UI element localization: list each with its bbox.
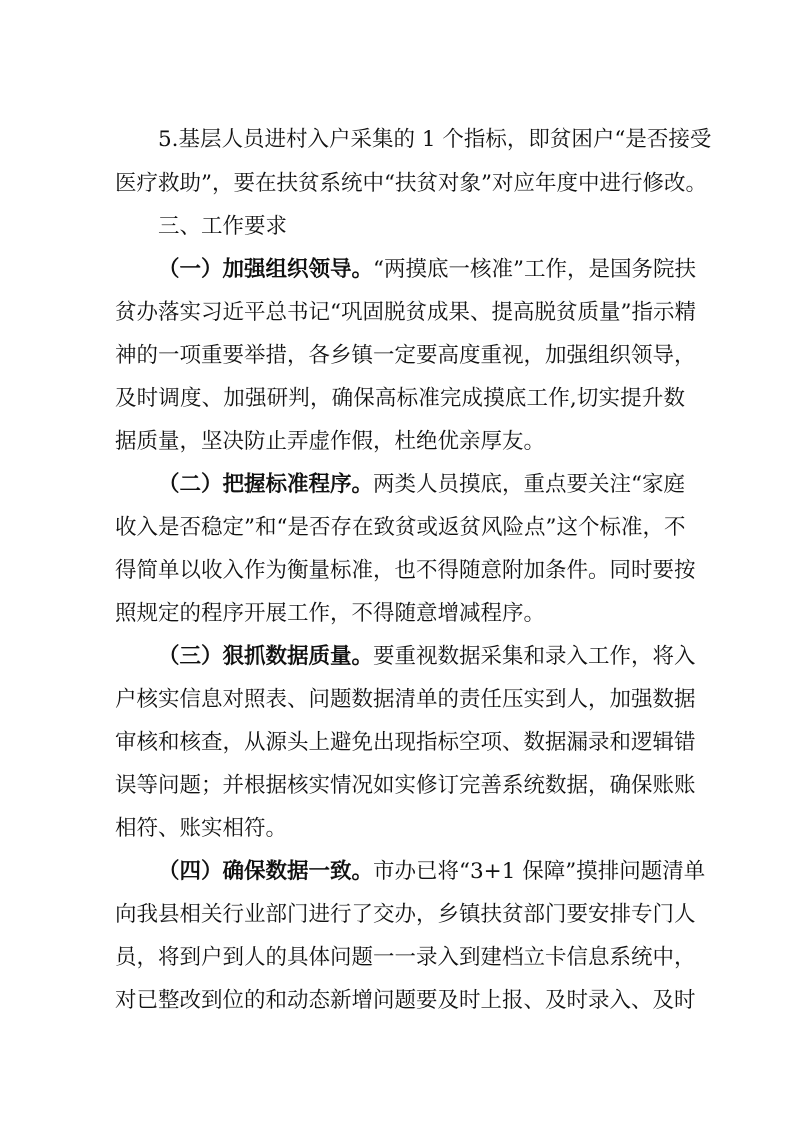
req1-line-2: 贫办落实习近平总书记“巩固脱贫成果、提高脱贫质量”指示精 [115, 300, 696, 325]
section-heading: 三、工作要求 [158, 214, 288, 239]
req4-title: （四）确保数据一致。 [158, 859, 374, 884]
req2-line-1: （二）把握标准程序。两类人员摸底，重点要关注“家庭 [158, 472, 686, 497]
req1-line-1: （一）加强组织领导。“两摸底一核准”工作，是国务院扶 [158, 257, 697, 282]
req2-title: （二）把握标准程序。 [158, 472, 374, 497]
req3-line-5: 相符、账实相符。 [115, 816, 288, 841]
req3-title: （三）狠抓数据质量。 [158, 644, 374, 669]
req2-line-2: 收入是否稳定”和“是否存在致贫或返贫风险点”这个标准，不 [115, 515, 686, 540]
req1-line-3: 神的一项重要举措，各乡镇一定要高度重视，加强组织领导， [115, 343, 696, 368]
req2-line-3: 得简单以收入作为衡量标准，也不得随意附加条件。同时要按 [115, 558, 696, 583]
req3-line-2: 户核实信息对照表、问题数据清单的责任压实到人，加强数据 [115, 687, 696, 712]
req4-line-1: （四）确保数据一致。市办已将“3+1 保障”摸排问题清单 [158, 859, 706, 884]
req3-line-1: （三）狠抓数据质量。要重视数据采集和录入工作，将入 [158, 644, 696, 669]
req3-line-3: 审核和核查，从源头上避免出现指标空项、数据漏录和逻辑错 [115, 730, 696, 755]
item5-line-2: 医疗救助”，要在扶贫系统中“扶贫对象”对应年度中进行修改。 [115, 171, 707, 196]
req4-line-2: 向我县相关行业部门进行了交办，乡镇扶贫部门要安排专门人 [115, 902, 696, 927]
req2-line-4: 照规定的程序开展工作，不得随意增减程序。 [115, 601, 546, 626]
req1-title: （一）加强组织领导。 [158, 257, 374, 282]
req4-line-4: 对已整改到位的和动态新增问题要及时上报、及时录入、及时 [115, 988, 696, 1013]
req1-line-5: 据质量，坚决防止弄虚作假，杜绝优亲厚友。 [115, 429, 546, 454]
item5-line-1: 5.基层人员进村入户采集的 1 个指标，即贫困户“是否接受 [158, 127, 712, 152]
req3-line-4: 误等问题；并根据核实情况如实修订完善系统数据，确保账账 [115, 773, 696, 798]
req4-line-3: 员，将到户到人的具体问题一一录入到建档立卡信息系统中， [115, 945, 696, 970]
req1-line-4: 及时调度、加强研判，确保高标准完成摸底工作,切实提升数 [115, 386, 685, 411]
